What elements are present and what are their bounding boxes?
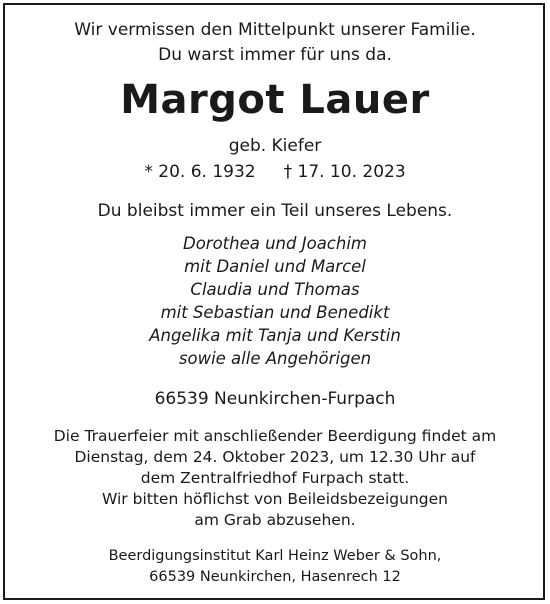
ceremony-line: am Grab abzusehen. <box>194 511 356 529</box>
deceased-name: Margot Lauer <box>120 77 430 123</box>
birth-date: * 20. 6. 1932 <box>144 162 256 182</box>
mourner-line: mit Sebastian und Benedikt <box>160 303 390 322</box>
opening-quote-line: Wir vermissen den Mittelpunkt unserer Familie. <box>74 20 476 40</box>
ceremony-line: Wir bitten höflichst von Beileidsbezeigungen <box>102 490 448 508</box>
undertaker-line: Beerdigungsinstitut Karl Heinz Weber & Sohn, <box>108 548 442 564</box>
mourner-line: mit Daniel und Marcel <box>184 257 366 276</box>
birth-name: geb. Kiefer <box>228 136 322 156</box>
mourner-line: Dorothea und Joachim <box>182 234 367 253</box>
mourner-line: sowie alle Angehörigen <box>178 349 372 368</box>
ceremony-line: Dienstag, dem 24. Oktober 2023, um 12.30 Uhr auf <box>74 448 476 466</box>
mourners-list <box>0 232 550 370</box>
undertaker-info <box>0 546 550 588</box>
life-dates <box>0 160 550 184</box>
undertaker-line: 66539 Neunkirchen, Hasenrech 12 <box>149 569 401 585</box>
place-line: 66539 Neunkirchen-Furpach <box>154 389 396 409</box>
mourner-line: Claudia und Thomas <box>190 280 360 299</box>
memorial-quote: Du bleibst immer ein Teil unseres Lebens. <box>97 201 453 221</box>
ceremony-info <box>0 426 550 531</box>
death-date: † 17. 10. 2023 <box>283 162 406 182</box>
opening-quote-line: Du warst immer für uns da. <box>158 45 392 65</box>
mourner-line: Angelika mit Tanja und Kerstin <box>149 326 401 345</box>
ceremony-line: Die Trauerfeier mit anschließender Beerdigung findet am <box>53 427 497 445</box>
ceremony-line: dem Zentralfriedhof Furpach statt. <box>140 469 410 487</box>
opening-quote <box>0 18 550 68</box>
